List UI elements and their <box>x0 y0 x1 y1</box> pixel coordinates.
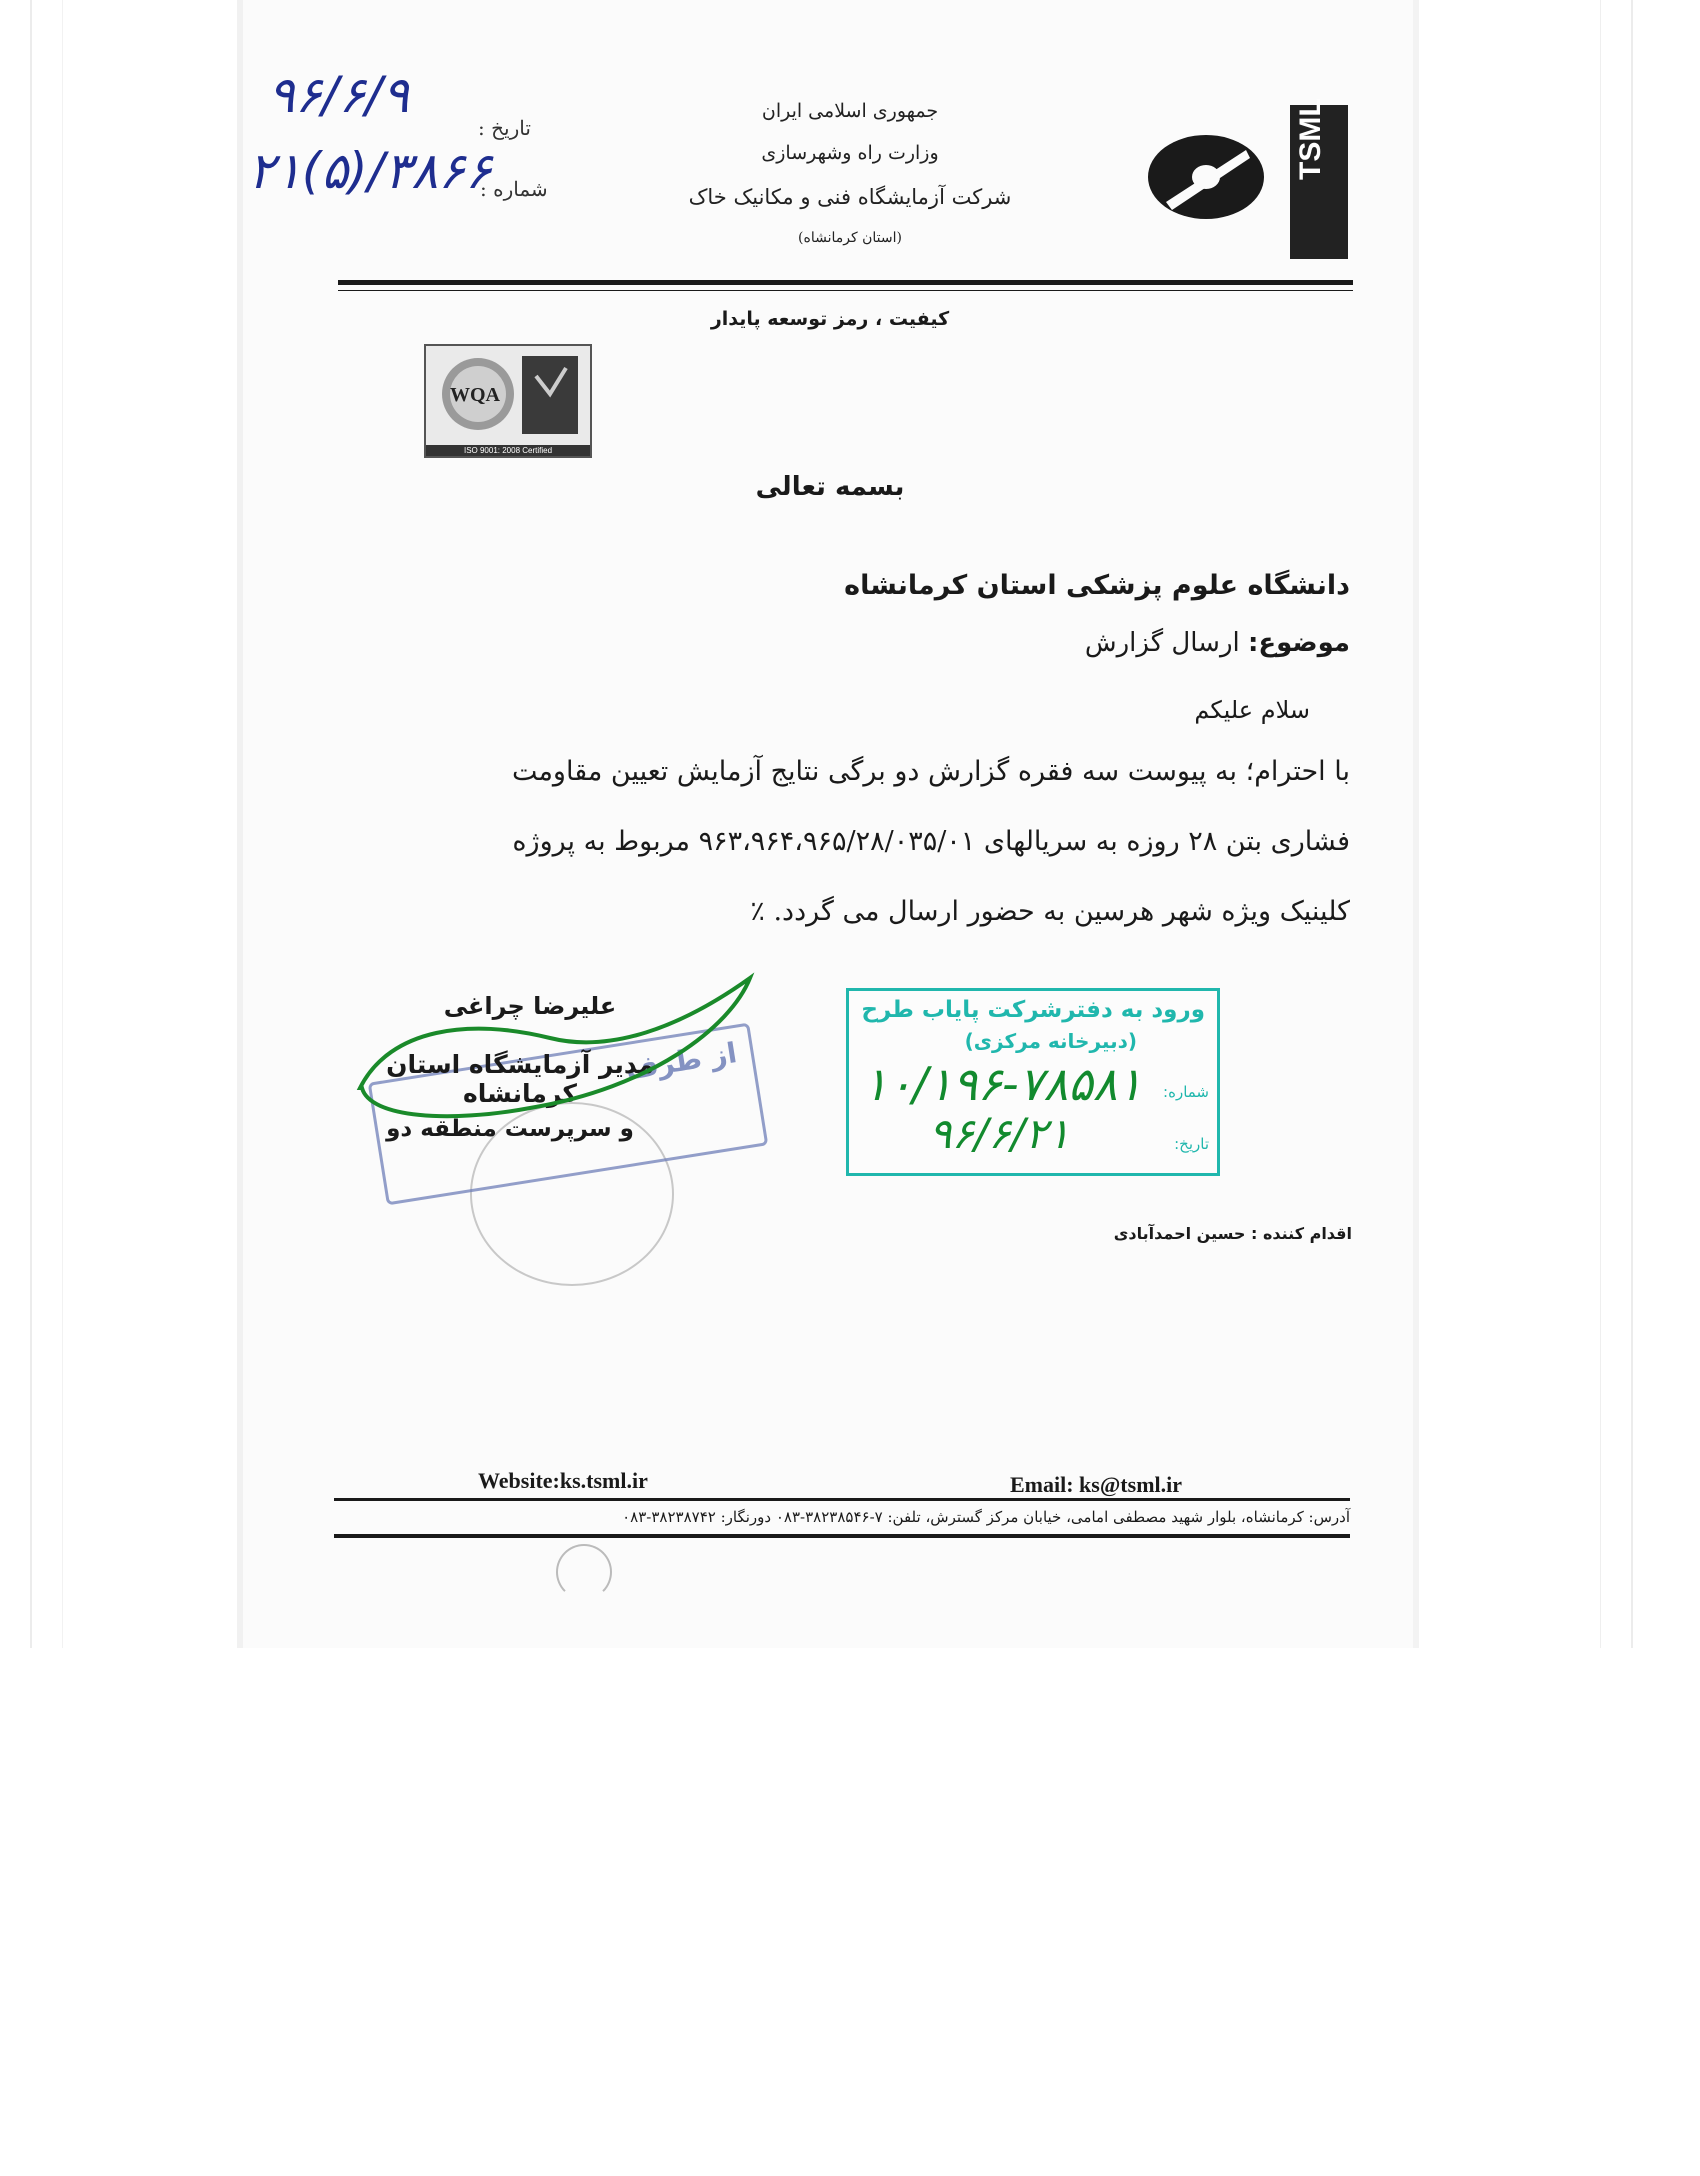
gov-line-2: وزارت راه وشهرسازی <box>761 142 939 164</box>
body-line-3: کلینیک ویژه شهر هرسین به حضور ارسال می گردد. ٪ <box>750 896 1350 927</box>
signer-name: علیرضا چراغی <box>443 992 617 1020</box>
gov-line-1: جمهوری اسلامی ایران <box>761 100 939 122</box>
reg-date-handwritten: ۹۶/۶/۲۱ <box>929 1109 1071 1158</box>
date-label: تاریخ : <box>478 116 531 140</box>
tsml-logo-text: TSML <box>1294 98 1327 180</box>
reg-date-label: تاریخ: <box>1174 1135 1209 1153</box>
subject <box>900 628 1350 658</box>
page-edge-left <box>30 0 63 1648</box>
province-line: (استان کرمانشاه) <box>798 230 902 246</box>
header-rule <box>338 280 1353 285</box>
footer-website: Website:ks.tsml.ir <box>478 1468 648 1493</box>
handwritten-signature <box>350 968 770 1148</box>
subject-text: ارسال گزارش <box>1084 628 1240 658</box>
body-line-2: فشاری بتن ۲۸ روزه به سریالهای ۹۶۳،۹۶۴،۹۶۵/۲۸/۰۳۵/۰۱ مربوط به پروژه <box>512 826 1350 857</box>
iso-certificate-badge <box>424 344 592 458</box>
punch-hole <box>556 1544 612 1600</box>
footer-email: Email: ks@tsml.ir <box>1010 1472 1183 1497</box>
number-handwritten: ۲۱(۵)/۳۸۶۶ <box>248 142 492 200</box>
reg-number-handwritten: ۱۰/۱۹۶-۷۸۵۸۱ <box>863 1057 1143 1111</box>
blue-stamp-text: از طرف <box>623 1036 740 1087</box>
footer-rule-bottom <box>334 1534 1350 1538</box>
tsml-logo-icon <box>1146 132 1266 222</box>
reg-number-label: شماره: <box>1163 1083 1209 1101</box>
recipient: دانشگاه علوم پزشکی استان کرمانشاه <box>844 570 1350 601</box>
tsml-logo-bar <box>1290 98 1348 259</box>
actor-line: اقدام کننده : حسین احمدآبادی <box>1113 1224 1352 1243</box>
subject-label: موضوع: <box>1248 628 1350 658</box>
registration-stamp <box>846 988 1220 1176</box>
motto: کیفیت ، رمز توسعه پایدار <box>710 308 950 330</box>
number-label: شماره : <box>480 177 548 201</box>
wqa-label: WQA <box>450 384 500 406</box>
iso-strip: ISO 9001: 2008 Certified <box>426 445 590 456</box>
footer-address: آدرس: کرمانشاه، بلوار شهید مصطفی امامی، خیابان مرکز گسترش، تلفن: ۷-۳۸۲۳۸۵۴۶-۰۸۳ دورنگار: ۳۸۲۳۸۷۴۲-۰۸۳ <box>622 1508 1350 1526</box>
page-edge-right <box>1600 0 1633 1648</box>
body-line-1: با احترام؛ به پیوست سه فقره گزارش دو برگی نتایج آزمایش تعیین مقاومت <box>511 756 1350 787</box>
company-name: شرکت آزمایشگاه فنی و مکانیک خاک <box>688 185 1012 209</box>
reg-stamp-title: ورود به دفترشرکت پایاب طرح <box>861 997 1205 1023</box>
signer-title: مدیر آزمایشگاه استان کرمانشاه <box>386 1050 654 1108</box>
bismillah: بسمه تعالی <box>755 472 905 502</box>
scanned-letter-page <box>243 0 1413 1648</box>
reg-stamp-subtitle: (دبیرخانه مرکزی) <box>964 1029 1137 1053</box>
date-handwritten: ۹۶/۶/۹ <box>268 66 410 124</box>
greeting: سلام علیکم <box>1194 696 1310 724</box>
footer-rule-top <box>334 1498 1350 1501</box>
signer-title-2: و سرپرست منطقه دو <box>386 1116 634 1142</box>
header-rule-thin <box>338 290 1353 291</box>
